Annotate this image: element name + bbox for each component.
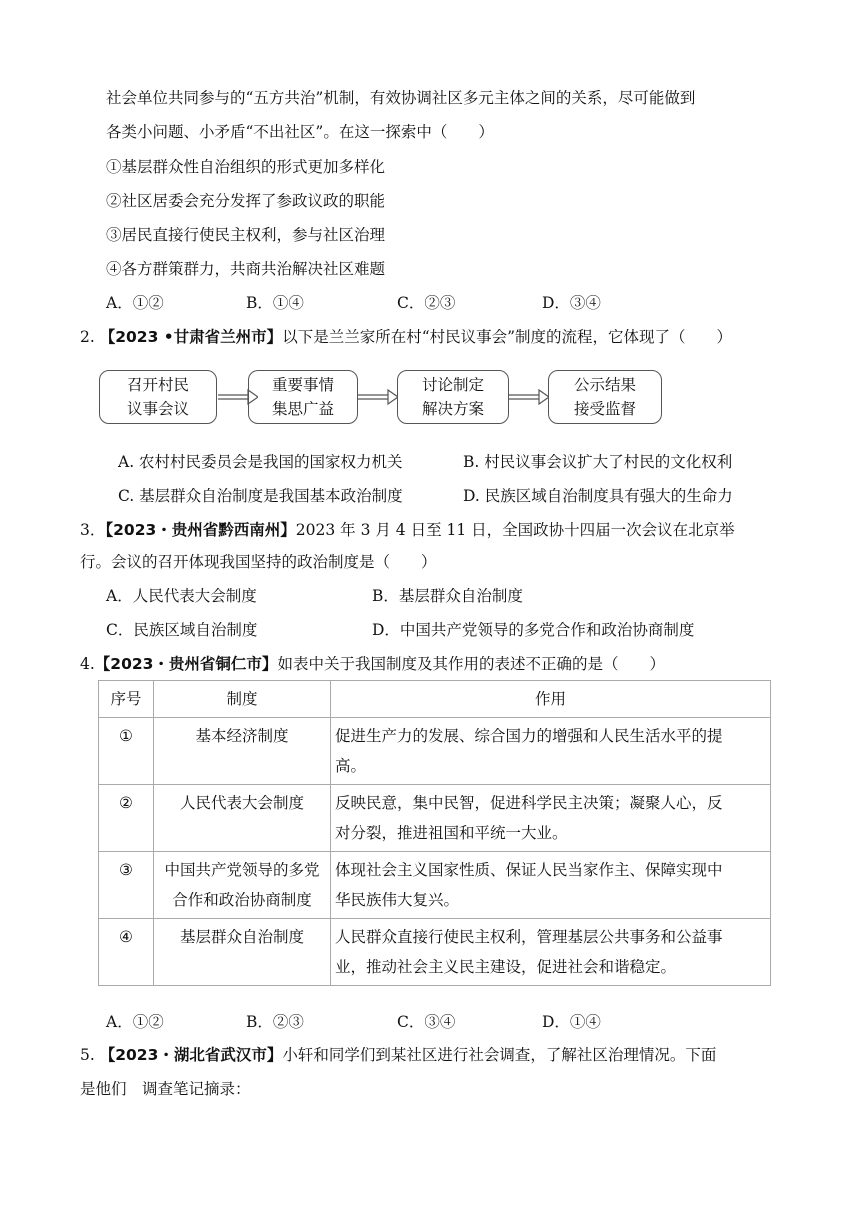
q5-source: 【2023・湖北省武汉市】	[99, 1046, 283, 1064]
q5-stem-line1	[80, 1043, 716, 1067]
row-system-line2: 合作和政治协商制度	[172, 891, 312, 909]
row-number: ①	[99, 718, 154, 785]
q3-stem-line1	[80, 518, 735, 542]
flow-step-2-line2: 集思广益	[271, 400, 334, 418]
q2-source: 【2023 •甘肃省兰州市】	[99, 328, 283, 346]
header-system: 制度	[154, 681, 331, 718]
q4-option-c: C．③④	[397, 1013, 456, 1031]
q2-number: 2.	[80, 328, 95, 346]
row-effect-line2: 业，推动社会主义民主建设，促进社会和谐稳定。	[335, 958, 677, 976]
q4-option-a: A．①②	[106, 1013, 164, 1031]
q1-stem-line1: 社会单位共同参与的“五方共治”机制，有效协调社区多元主体之间的关系，尽可能做到	[106, 89, 696, 107]
row-number: ④	[99, 919, 154, 986]
flow-step-3-line1: 讨论制定	[421, 376, 484, 394]
q4-source: 【2023・贵州省铜仁市】	[94, 655, 278, 673]
q3-option-a: A．人民代表大会制度	[106, 587, 257, 605]
q3-option-d: D．中国共产党领导的多党合作和政治协商制度	[372, 621, 695, 639]
row-system	[154, 718, 331, 785]
q4-stem-text: 如表中关于我国制度及其作用的表述不正确的是（ ）	[277, 655, 665, 673]
row-system-line1: 基本经济制度	[195, 727, 289, 745]
table-header-row	[99, 681, 771, 718]
row-effect	[331, 718, 771, 785]
q1-statement-3: ③居民直接行使民主权利，参与社区治理	[106, 226, 386, 244]
flow-step-2	[248, 370, 358, 424]
q1-option-a: A．①②	[106, 294, 164, 312]
row-number: ②	[99, 785, 154, 852]
row-system	[154, 852, 331, 919]
row-effect-line1: 促进生产力的发展、综合国力的增强和人民生活水平的提	[335, 727, 723, 745]
q4-option-d: D．①④	[542, 1013, 601, 1031]
row-effect-line2: 高。	[335, 757, 367, 775]
q2-stem-text: 以下是兰兰家所在村“村民议事会”制度的流程，它体现了（ ）	[282, 328, 733, 346]
header-number: 序号	[99, 681, 154, 718]
row-effect-line1: 反映民意，集中民智，促进科学民主决策；凝聚人心，反	[335, 794, 723, 812]
table-row	[99, 919, 771, 986]
flow-step-4	[548, 370, 662, 424]
q3-stem-text: 2023 年 3 月 4 日至 11 日，全国政协十四届一次会议在北京举	[295, 521, 735, 539]
row-effect-line1: 人民群众直接行使民主权利，管理基层公共事务和公益事	[335, 928, 723, 946]
row-system-line1: 基层群众自治制度	[179, 928, 304, 946]
flow-arrow-3	[509, 386, 549, 408]
flow-step-1-line1: 召开村民	[126, 376, 189, 394]
q3-source: 【2023・贵州省黔西南州】	[105, 521, 296, 539]
q1-statement-2: ②社区居委会充分发挥了参政议政的职能	[106, 192, 386, 210]
table-row	[99, 852, 771, 919]
q3-number: 3．	[80, 521, 106, 539]
flow-step-1-line2: 议事会议	[126, 400, 189, 418]
q1-option-b: B．①④	[246, 294, 304, 312]
q1-option-d: D．③④	[542, 294, 601, 312]
q2-option-b: B. 村民议事会议扩大了村民的文化权利	[463, 453, 733, 471]
row-effect	[331, 919, 771, 986]
flow-step-4-line2: 接受监督	[573, 400, 636, 418]
q1-statement-1: ①基层群众性自治组织的形式更加多样化	[106, 158, 386, 176]
q2-option-c: C. 基层群众自治制度是我国基本政治制度	[118, 487, 403, 505]
q2-option-a: A. 农村村民委员会是我国的国家权力机关	[118, 453, 403, 471]
flow-step-2-line1: 重要事情	[271, 376, 334, 394]
row-system	[154, 919, 331, 986]
row-effect-line1: 体现社会主义国家性质、保证人民当家作主、保障实现中	[335, 861, 723, 879]
q4-option-b: B．②③	[246, 1013, 304, 1031]
flow-step-3-line2: 解决方案	[421, 400, 484, 418]
q5-stem-text: 小轩和同学们到某社区进行社会调查，了解社区治理情况。下面	[282, 1046, 717, 1064]
q1-option-c: C．②③	[397, 294, 456, 312]
row-effect	[331, 852, 771, 919]
q2-stem	[80, 325, 732, 349]
row-effect	[331, 785, 771, 852]
q5-number: 5.	[80, 1046, 95, 1064]
row-effect-line2: 对分裂，推进祖国和平统一大业。	[335, 824, 568, 842]
flow-step-1	[99, 370, 217, 424]
row-system-line1: 人民代表大会制度	[179, 794, 304, 812]
q5-stem-line2: 是他们 调查笔记摘录：	[80, 1080, 251, 1098]
row-system	[154, 785, 331, 852]
q1-statement-4: ④各方群策群力，共商共治解决社区难题	[106, 260, 386, 278]
q3-option-c: C．民族区域自治制度	[106, 621, 258, 639]
q4-number: 4.	[80, 655, 95, 673]
flow-arrow-2	[358, 386, 398, 408]
q3-option-b: B．基层群众自治制度	[372, 587, 523, 605]
table-row	[99, 718, 771, 785]
row-number: ③	[99, 852, 154, 919]
flow-step-4-line1: 公示结果	[573, 376, 636, 394]
row-effect-line2: 华民族伟大复兴。	[335, 891, 460, 909]
q3-stem-line2: 行。会议的召开体现我国坚持的政治制度是（ ）	[80, 553, 437, 571]
flow-step-3	[397, 370, 509, 424]
q4-stem	[80, 652, 665, 676]
row-system-line1: 中国共产党领导的多党	[164, 861, 320, 879]
q1-stem-line2: 各类小问题、小矛盾“不出社区”。在这一探索中（ ）	[106, 123, 494, 141]
header-effect: 作用	[331, 681, 771, 718]
table-row	[99, 785, 771, 852]
q2-option-d: D. 民族区域自治制度具有强大的生命力	[463, 487, 733, 505]
systems-table	[98, 680, 771, 986]
